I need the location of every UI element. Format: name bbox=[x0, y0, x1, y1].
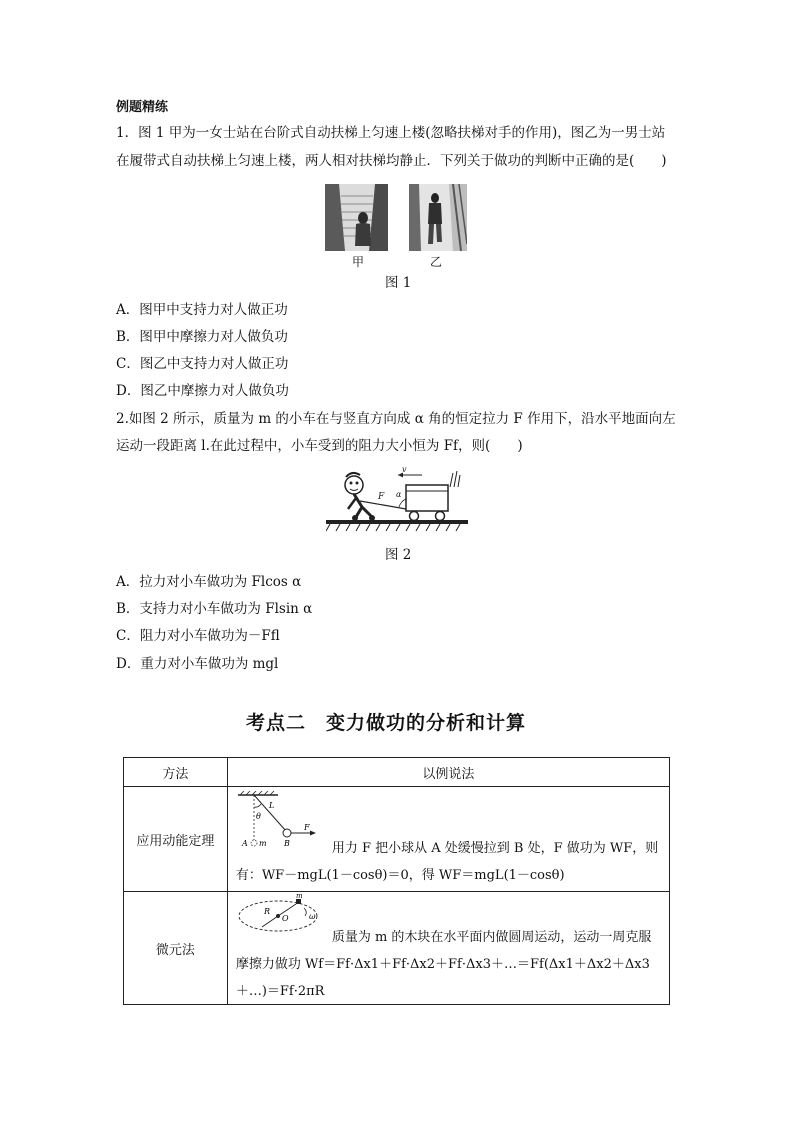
table-header-example: 以例说法 bbox=[227, 758, 669, 787]
circle-label-m: m bbox=[295, 894, 303, 900]
pendulum-label-f: F bbox=[303, 823, 310, 832]
figure1-caption: 图 1 bbox=[385, 275, 412, 291]
table-header-method: 方法 bbox=[124, 758, 228, 787]
table-cell-method: 应用动能定理 bbox=[124, 787, 228, 892]
q2-stem-line2: 运动一段距离 l.在此过程中，小车受到的阻力大小恒为 Ff，则( ) bbox=[116, 438, 523, 454]
figure2-caption: 图 2 bbox=[385, 547, 412, 563]
figure2-label-v: v bbox=[402, 465, 407, 474]
photo-escalator-a bbox=[325, 184, 388, 251]
q2-option-d: D．重力对小车做功为 mgl bbox=[116, 656, 279, 672]
pendulum-label-b: B bbox=[283, 839, 290, 848]
q1-option-b: B．图甲中摩擦力对人做负功 bbox=[116, 329, 288, 345]
pendulum-label-a: A bbox=[241, 839, 248, 848]
q1-option-c: C．图乙中支持力对人做正功 bbox=[116, 356, 289, 372]
q1-stem-line1: 1．图 1 甲为一女士站在台阶式自动扶梯上匀速上楼(忽略扶梯对手的作用)，图乙为一男士站 bbox=[116, 125, 666, 141]
figure2-cart-diagram bbox=[326, 465, 468, 535]
section-title: 考点二 变力做功的分析和计算 bbox=[246, 712, 527, 734]
section-label: 例题精练 bbox=[116, 100, 169, 115]
circle-label-o: O bbox=[281, 914, 289, 923]
q1-option-a: A．图甲中支持力对人做正功 bbox=[116, 302, 288, 318]
q1-stem-line2: 在履带式自动扶梯上匀速上楼，两人相对扶梯均静止．下列关于做功的判断中正确的是( ) bbox=[116, 153, 667, 169]
table-row bbox=[124, 892, 670, 1005]
photo-escalator-b bbox=[409, 184, 467, 251]
pendulum-label-theta: θ bbox=[255, 812, 261, 821]
photo-label-a: 甲 bbox=[352, 255, 365, 269]
q2-option-a: A．拉力对小车做功为 Flcos α bbox=[116, 574, 302, 590]
q1-option-d: D．图乙中摩擦力对人做负功 bbox=[116, 383, 289, 399]
photo-label-b: 乙 bbox=[430, 255, 443, 269]
q2-stem-line1: 2.如图 2 所示，质量为 m 的小车在与竖直方向成 α 角的恒定拉力 F 作用下，沿水平地面向左 bbox=[116, 411, 676, 427]
table-row bbox=[124, 787, 670, 892]
row1-explanation: 用力 F 把小球从 A 处缓慢拉到 B 处，F 做功为 WF，则有：WF－mgL(1－cosθ)＝0，得 WF＝mgL(1－cosθ) bbox=[235, 841, 659, 883]
table-cell-example bbox=[227, 787, 669, 892]
row2-explanation: 质量为 m 的木块在水平面内做圆周运动，运动一周克服摩擦力做功 Wf＝Ff·Δx1＋Ff·Δx2＋Ff·Δx3＋…＝Ff(Δx1＋Δx2＋Δx3＋…)＝Ff·2πR bbox=[235, 930, 652, 999]
circle-label-r: R bbox=[263, 907, 270, 916]
table-cell-method: 微元法 bbox=[124, 892, 228, 1005]
q2-option-c: C．阻力对小车做功为－Ffl bbox=[116, 628, 280, 644]
table-header-row bbox=[124, 758, 670, 787]
methods-table bbox=[123, 757, 670, 1005]
table-cell-example bbox=[227, 892, 669, 1005]
q2-option-b: B．支持力对小车做功为 Flsin α bbox=[116, 601, 313, 617]
circle-label-omega: ω bbox=[308, 912, 316, 921]
figure2-label-alpha: α bbox=[396, 490, 402, 499]
figure2-label-f: F bbox=[378, 492, 385, 502]
pendulum-label-m: m bbox=[258, 839, 267, 848]
pendulum-label-l: L bbox=[268, 801, 275, 810]
